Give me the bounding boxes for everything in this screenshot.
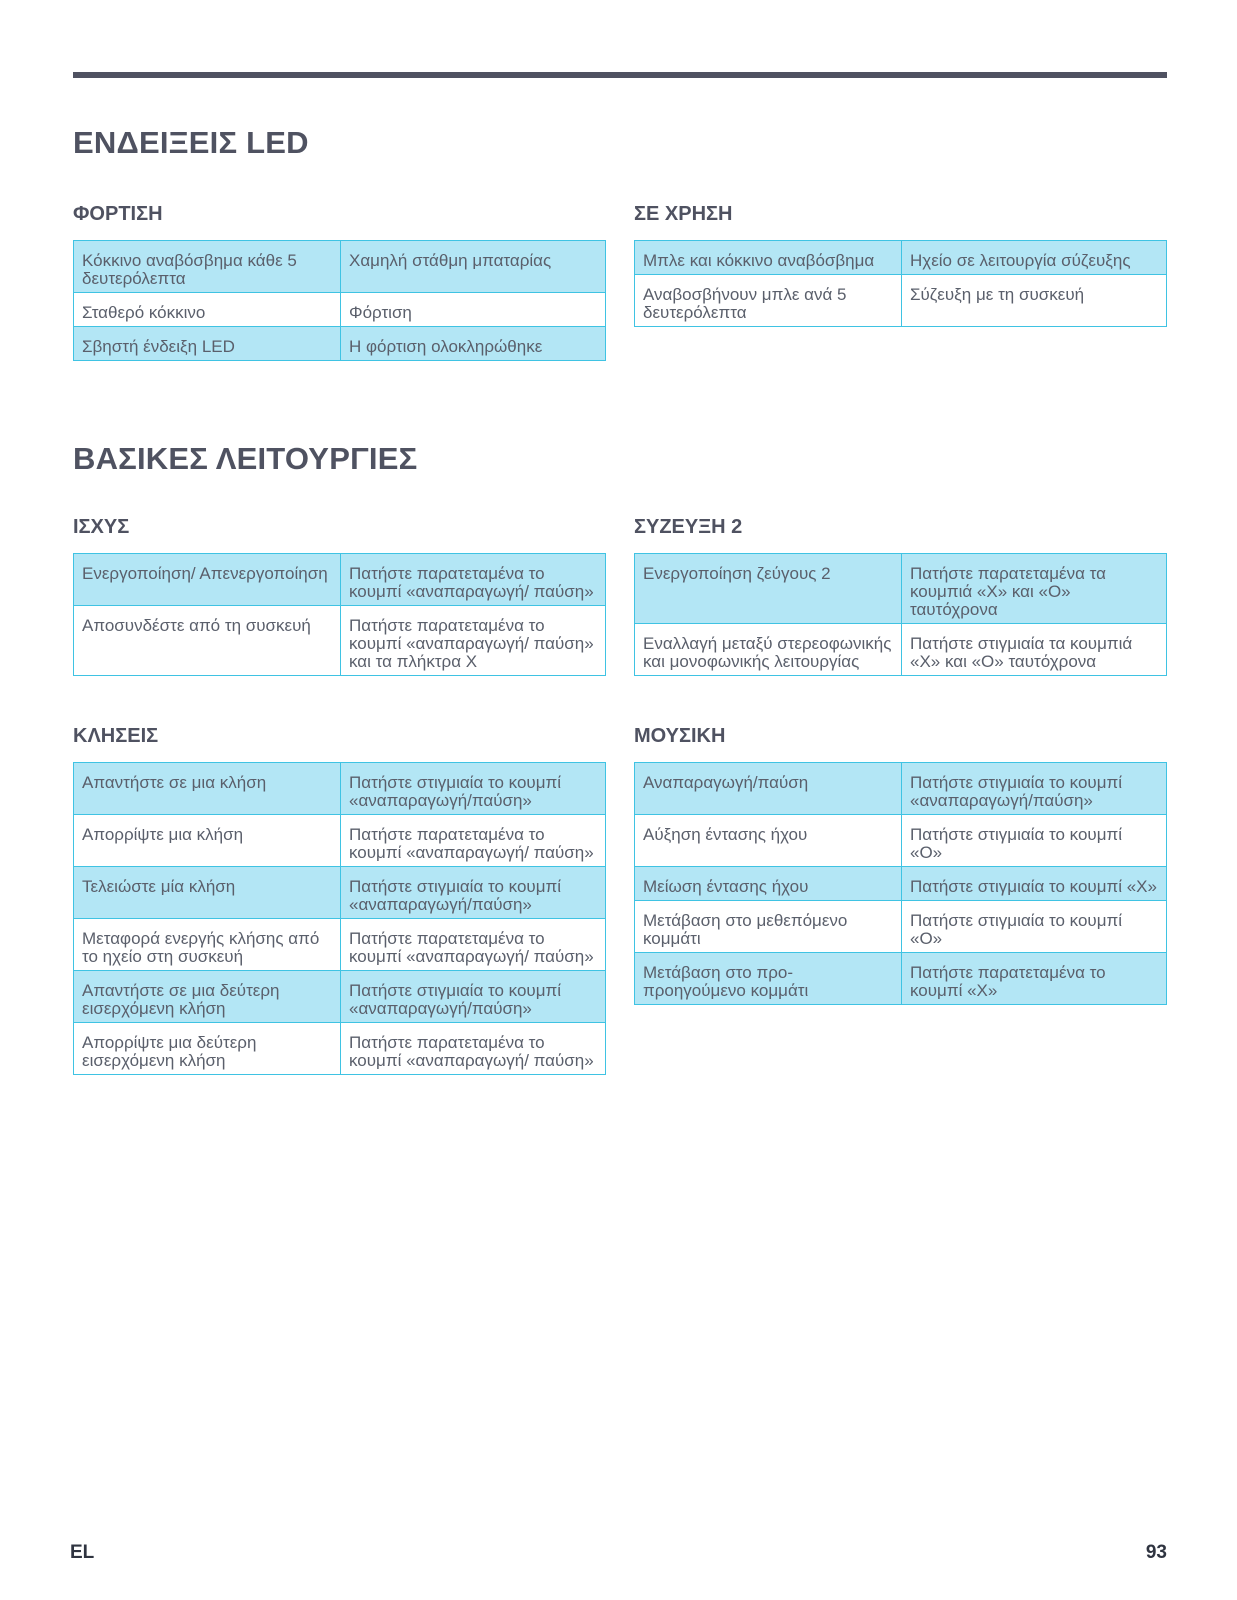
table-row <box>74 971 606 1023</box>
table-cell: Πατήστε παρατεταμένα το κουμπί «X» <box>902 953 1167 1005</box>
table-row <box>74 327 606 361</box>
table-cell: Πατήστε παρατεταμένα το κουμπί «αναπαραγωγή/ παύση» <box>341 1023 606 1075</box>
pairing2-table <box>634 553 1167 676</box>
table-cell: Η φόρτιση ολοκληρώθηκε <box>341 327 606 361</box>
table-cell: Σύζευξη με τη συσκευή <box>902 275 1167 327</box>
table-row <box>635 953 1167 1005</box>
section-title-basic: ΒΑΣΙΚΕΣ ΛΕΙΤΟΥΡΓΙΕΣ <box>73 441 418 476</box>
table-cell: Χαμηλή στάθμη μπαταρίας <box>341 241 606 293</box>
table-row <box>635 815 1167 867</box>
table-cell: Μετάβαση στο προ-προηγούμενο κομμάτι <box>635 953 902 1005</box>
section-title-led: ΕΝΔΕΙΞΕΙΣ LED <box>73 125 309 160</box>
table-cell: Αναπαραγωγή/παύση <box>635 763 902 815</box>
table-cell: Αποσυνδέστε από τη συσκευή <box>74 606 341 676</box>
table-row <box>74 763 606 815</box>
table-cell: Μπλε και κόκκινο αναβόσβημα <box>635 241 902 275</box>
table-row <box>635 241 1167 275</box>
page-number: 93 <box>1145 1542 1167 1563</box>
in-use-table <box>634 240 1167 327</box>
table-row <box>74 554 606 606</box>
table-cell: Σβηστή ένδειξη LED <box>74 327 341 361</box>
table-cell: Πατήστε παρατεταμένα το κουμπί «αναπαραγωγή/ παύση» <box>341 919 606 971</box>
subsection-title-in-use: ΣΕ ΧΡΗΣΗ <box>634 203 733 225</box>
subsection-title-charging: ΦΟΡΤΙΣΗ <box>73 203 163 225</box>
table-cell: Τελειώστε μία κλήση <box>74 867 341 919</box>
table-row <box>635 901 1167 953</box>
top-rule <box>73 72 1167 78</box>
table-cell: Πατήστε παρατεταμένα τα κουμπιά «X» και «O» ταυτόχρονα <box>902 554 1167 624</box>
table-row <box>74 293 606 327</box>
table-cell: Απορρίψτε μια δεύτερη εισερχόμενη κλήση <box>74 1023 341 1075</box>
table-row <box>635 554 1167 624</box>
table-cell: Πατήστε στιγμιαία το κουμπί «αναπαραγωγή/παύση» <box>341 971 606 1023</box>
table-cell: Πατήστε παρατεταμένα το κουμπί «αναπαραγωγή/ παύση» <box>341 815 606 867</box>
table-cell: Μετάβαση στο μεθεπόμενο κομμάτι <box>635 901 902 953</box>
table-cell: Πατήστε στιγμιαία το κουμπί «αναπαραγωγή/παύση» <box>341 867 606 919</box>
table-cell: Ενεργοποίηση ζεύγους 2 <box>635 554 902 624</box>
subsection-title-music: ΜΟΥΣΙΚΗ <box>634 725 726 747</box>
table-cell: Πατήστε στιγμιαία το κουμπί «αναπαραγωγή/παύση» <box>341 763 606 815</box>
table-row <box>74 241 606 293</box>
table-cell: Εναλλαγή μεταξύ στερεοφωνικής και μονοφωνικής λειτουργίας <box>635 624 902 676</box>
table-row <box>635 624 1167 676</box>
table-cell: Μείωση έντασης ήχου <box>635 867 902 901</box>
table-cell: Απαντήστε σε μια κλήση <box>74 763 341 815</box>
table-row <box>635 275 1167 327</box>
charging-table <box>73 240 606 361</box>
table-cell: Απαντήστε σε μια δεύτερη εισερχόμενη κλήση <box>74 971 341 1023</box>
table-cell: Απορρίψτε μια κλήση <box>74 815 341 867</box>
table-cell: Πατήστε στιγμιαία το κουμπί «O» <box>902 901 1167 953</box>
table-cell: Φόρτιση <box>341 293 606 327</box>
table-cell: Σταθερό κόκκινο <box>74 293 341 327</box>
footer-language: EL <box>70 1542 95 1563</box>
table-cell: Αύξηση έντασης ήχου <box>635 815 902 867</box>
table-cell: Πατήστε παρατεταμένα το κουμπί «αναπαραγωγή/ παύση» και τα πλήκτρα X <box>341 606 606 676</box>
table-cell: Πατήστε παρατεταμένα το κουμπί «αναπαραγωγή/ παύση» <box>341 554 606 606</box>
table-cell: Κόκκινο αναβόσβημα κάθε 5 δευτερόλεπτα <box>74 241 341 293</box>
table-row <box>74 606 606 676</box>
table-cell: Πατήστε στιγμιαία το κουμπί «O» <box>902 815 1167 867</box>
table-row <box>74 1023 606 1075</box>
calls-table <box>73 762 606 1075</box>
subsection-title-pairing2: ΣΥΖΕΥΞΗ 2 <box>634 516 743 538</box>
table-cell: Μεταφορά ενεργής κλήσης από το ηχείο στη συσκευή <box>74 919 341 971</box>
table-row <box>74 919 606 971</box>
table-cell: Πατήστε στιγμιαία το κουμπί «X» <box>902 867 1167 901</box>
table-cell: Ηχείο σε λειτουργία σύζευξης <box>902 241 1167 275</box>
table-cell: Πατήστε στιγμιαία τα κουμπιά «X» και «O» ταυτόχρονα <box>902 624 1167 676</box>
table-cell: Πατήστε στιγμιαία το κουμπί «αναπαραγωγή/παύση» <box>902 763 1167 815</box>
subsection-title-calls: ΚΛΗΣΕΙΣ <box>73 725 159 747</box>
music-table <box>634 762 1167 1005</box>
table-row <box>74 867 606 919</box>
table-row <box>635 763 1167 815</box>
power-table <box>73 553 606 676</box>
table-cell: Αναβοσβήνουν μπλε ανά 5 δευτερόλεπτα <box>635 275 902 327</box>
table-row <box>74 815 606 867</box>
table-cell: Ενεργοποίηση/ Απενεργοποίηση <box>74 554 341 606</box>
subsection-title-power: ΙΣΧΥΣ <box>73 516 130 538</box>
table-row <box>635 867 1167 901</box>
